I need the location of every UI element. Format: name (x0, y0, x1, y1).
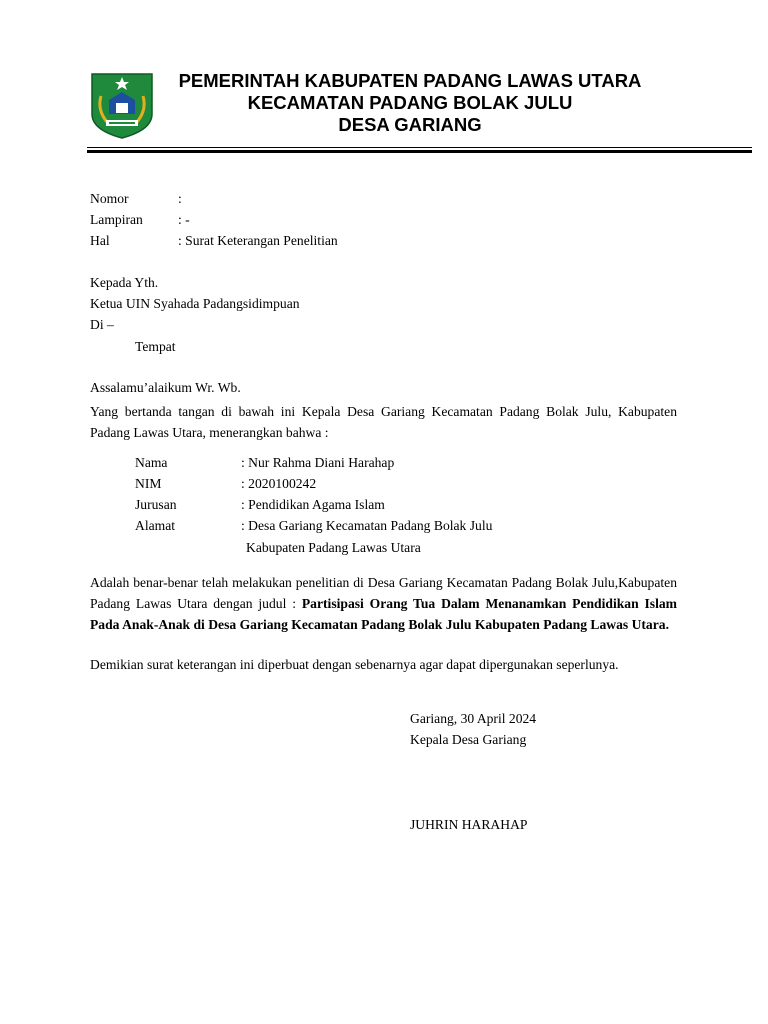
lampiran-value: : - (178, 212, 190, 227)
lampiran-label: Lampiran (90, 212, 143, 227)
place-date: Gariang, 30 April 2024 (410, 711, 537, 726)
signatory-position: Kepala Desa Gariang (410, 732, 527, 747)
main-paragraph (90, 572, 677, 636)
letterhead (150, 70, 670, 136)
closing-sentence: Demikian surat keterangan ini diperbuat dengan sebenarnya agar dapat dipergunakan seperlunya. (90, 657, 619, 672)
signatory-name: JUHRIN HARAHAP (410, 817, 528, 832)
letterhead-line-2: KECAMATAN PADANG BOLAK JULU (247, 92, 573, 113)
recipient-greeting: Kepada Yth. (90, 275, 159, 290)
alamat-value: : Desa Gariang Kecamatan Padang Bolak Julu (241, 518, 493, 533)
nomor-value: : (178, 191, 182, 206)
letterhead-rule-thick (87, 150, 752, 153)
research-title: Partisipasi Orang Tua Dalam Menanamkan Pendidikan Islam Pada Anak-Anak di Desa Gariang Kecamatan Padang Bolak Julu Kabupaten Padang Lawas Utara. (90, 596, 677, 633)
nama-value: : Nur Rahma Diani Harahap (241, 455, 395, 470)
intro-paragraph: Yang bertanda tangan di bawah ini Kepala Desa Gariang Kecamatan Padang Bolak Julu, Kabupaten Padang Lawas Utara, menerangkan bahwa : (90, 404, 677, 441)
jurusan-value: : Pendidikan Agama Islam (241, 497, 385, 512)
salam: Assalamu’alaikum Wr. Wb. (90, 380, 241, 395)
letterhead-line-1: PEMERINTAH KABUPATEN PADANG LAWAS UTARA (178, 70, 642, 91)
recipient-di: Di – (90, 317, 114, 332)
nim-value: : 2020100242 (241, 476, 317, 491)
alamat-label: Alamat (135, 518, 176, 533)
recipient-name: Ketua UIN Syahada Padangsidimpuan (90, 296, 300, 311)
main-paragraph-text: Adalah benar-benar telah melakukan penelitian di Desa Gariang Kecamatan Padang Bolak Julu,Kabupaten Padang Lawas Utara dengan judul : (90, 575, 677, 612)
hal-label: Hal (90, 233, 110, 248)
jurusan-label: Jurusan (135, 497, 177, 512)
nim-label: NIM (135, 476, 162, 491)
nama-label: Nama (135, 455, 168, 470)
hal-value: : Surat Keterangan Penelitian (178, 233, 338, 248)
letterhead-rule-thin (87, 147, 752, 148)
recipient-place: Tempat (135, 339, 176, 354)
letterhead-line-3: DESA GARIANG (338, 114, 482, 135)
nomor-label: Nomor (90, 191, 129, 206)
alamat-value-continued: Kabupaten Padang Lawas Utara (246, 540, 421, 555)
regency-emblem-icon (89, 70, 155, 140)
